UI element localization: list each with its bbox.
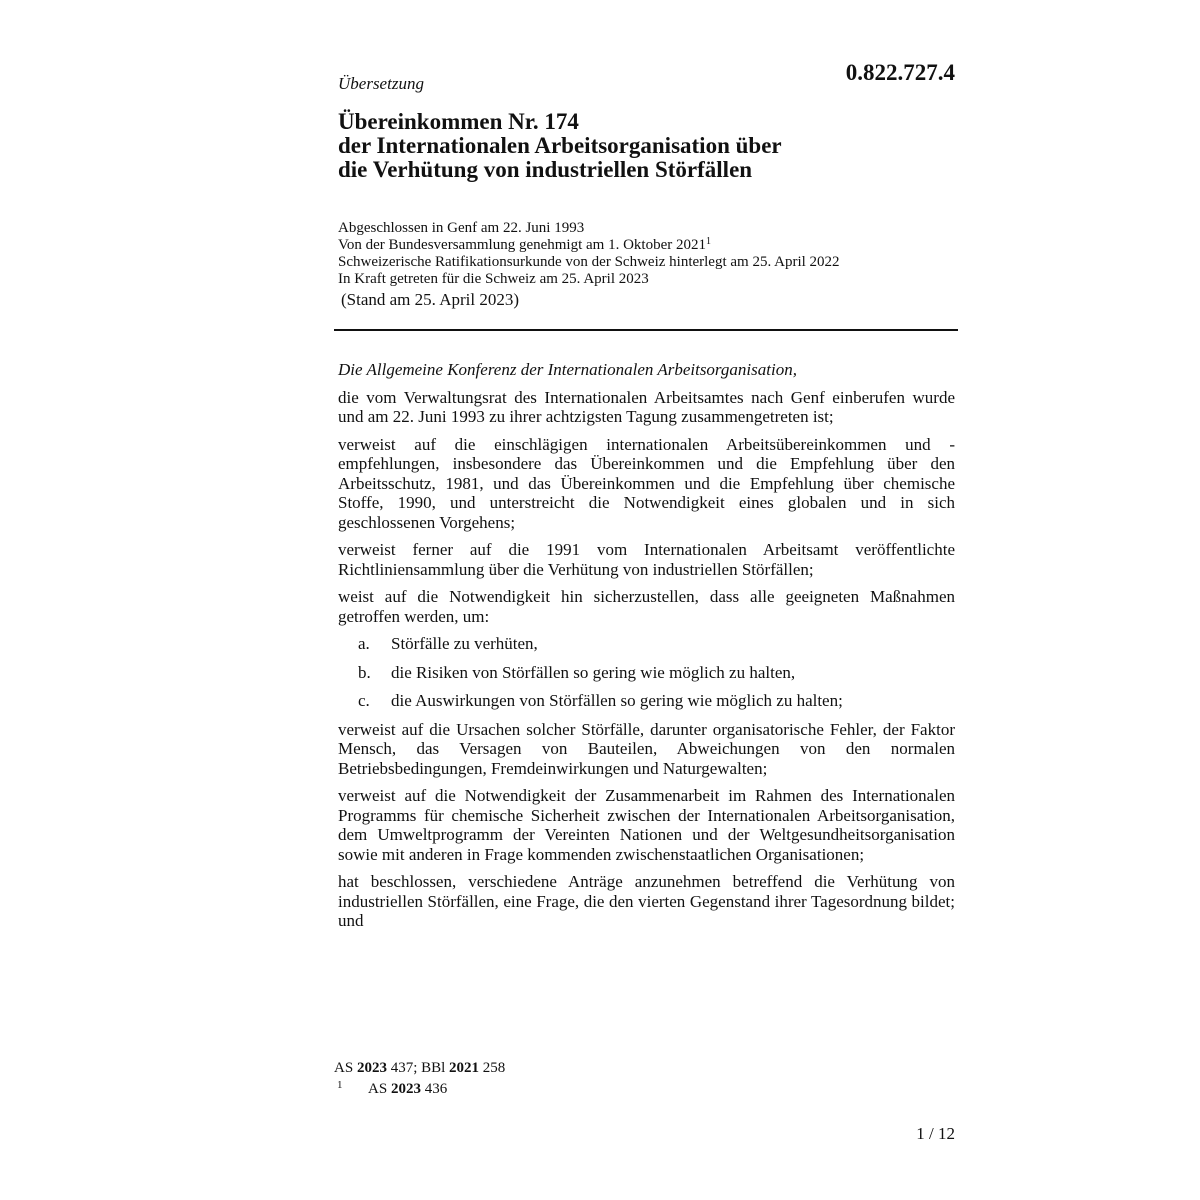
bbl-prefix: BBl [421, 1060, 446, 1076]
bbl-year: 2021 [449, 1060, 480, 1076]
official-compilation-reference [334, 1058, 505, 1079]
fn1-year: 2023 [390, 1081, 421, 1097]
list-item [338, 691, 955, 711]
title-line-1: Übereinkommen Nr. 174 [338, 109, 579, 134]
list-item-text: Störfälle zu verhüten, [391, 634, 538, 653]
list-item [338, 663, 955, 683]
header-divider [334, 329, 958, 331]
page-number: 1 / 12 [916, 1124, 955, 1143]
list-item [338, 634, 955, 654]
as-prefix: AS [334, 1060, 354, 1076]
translation-label: Übersetzung [338, 74, 424, 93]
preamble-paragraph-6: verweist auf die Notwendigkeit der Zusammenarbeit im Rahmen des Internationalen Programms für chemische Sicherheit zwischen der Internationalen Arbeitsorganisation, dem Umweltprogramm der Vereinten Nationen und der Weltgesundheitsorganisation sowie mit anderen in Frage kommenden zwischenstaatlichen Organisationen; [338, 786, 955, 864]
fn1-prefix: AS [368, 1081, 388, 1097]
sr-number: 0.822.727.4 [845, 60, 955, 85]
ratification-date: Schweizerische Ratifikationsurkunde von der Schweiz hinterlegt am 25. April 2022 [338, 254, 840, 270]
list-marker: c. [358, 691, 370, 710]
as-page: 437; [390, 1060, 418, 1076]
footnote-1: 1 AS 2023 436 [337, 1079, 448, 1097]
footnotes [334, 1058, 505, 1100]
bbl-page: 258 [482, 1060, 506, 1076]
list-marker: a. [358, 634, 370, 653]
approved-date-text: Von der Bundesversammlung genehmigt am 1. Oktober 2021 [338, 237, 706, 253]
preamble-paragraph-3: verweist ferner auf die 1991 vom Internationalen Arbeitsamt veröffentlichte Richtliniensammlung über die Verhütung von industriellen Störfällen; [338, 540, 955, 579]
title-line-3: die Verhütung von industriellen Störfällen [338, 157, 753, 182]
as-year: 2023 [356, 1060, 387, 1076]
title-line-2: der Internationalen Arbeitsorganisation über [338, 133, 782, 158]
preamble-paragraph-1: die vom Verwaltungsrat des Internationalen Arbeitsamtes nach Genf einberufen wurde und am 22. Juni 1993 zu ihrer achtzigsten Tagung zusammengetreten ist; [338, 387, 955, 426]
enactment-metadata [338, 220, 958, 288]
status-date: (Stand am 25. April 2023) [341, 290, 520, 309]
footnote-ref-1[interactable]: 1 [706, 236, 711, 247]
preamble-paragraph-2: verweist auf die einschlägigen internationalen Arbeitsübereinkommen und -empfehlungen, insbesondere das Übereinkommen und die Empfehlung über den Arbeitsschutz, 1981, und das Übereinkommen und die Empfehlung über chemische Stoffe, 1990, und unterstreicht die Notwendigkeit eines globalen und in sich geschlossenen Vorgehens; [338, 434, 955, 532]
list-marker: b. [358, 662, 371, 682]
in-force-date: In Kraft getreten für die Schweiz am 25. April 2023 [338, 271, 649, 287]
fn1-page: 436 [424, 1081, 448, 1097]
list-item-text: die Risiken von Störfällen so gering wie möglich zu halten, [391, 662, 796, 682]
preamble-paragraph-7: hat beschlossen, verschiedene Anträge anzunehmen betreffend die Verhütung von industriellen Störfällen, eine Frage, die den vierten Gegenstand ihrer Tagesordnung bildet; und [338, 872, 955, 930]
preamble-paragraph-4: weist auf die Notwendigkeit hin sicherzustellen, dass alle geeigneten Maßnahmen getroffen werden, um: [338, 587, 955, 626]
approved-date [338, 237, 958, 254]
preamble-intro: Die Allgemeine Konferenz der Internationalen Arbeitsorganisation, [338, 360, 797, 379]
document-title [338, 110, 958, 182]
measures-list [338, 634, 955, 711]
preamble-paragraph-5: verweist auf die Ursachen solcher Störfälle, darunter organisatorische Fehler, der Faktor Mensch, das Versagen von Bauteilen, Abweichungen von den normalen Betriebsbedingungen, Fremdeinwirkungen und Naturgewalten; [338, 719, 955, 778]
concluded-date: Abgeschlossen in Genf am 22. Juni 1993 [338, 220, 585, 236]
preamble [338, 360, 955, 939]
list-item-text: die Auswirkungen von Störfällen so gering wie möglich zu halten; [391, 691, 843, 710]
